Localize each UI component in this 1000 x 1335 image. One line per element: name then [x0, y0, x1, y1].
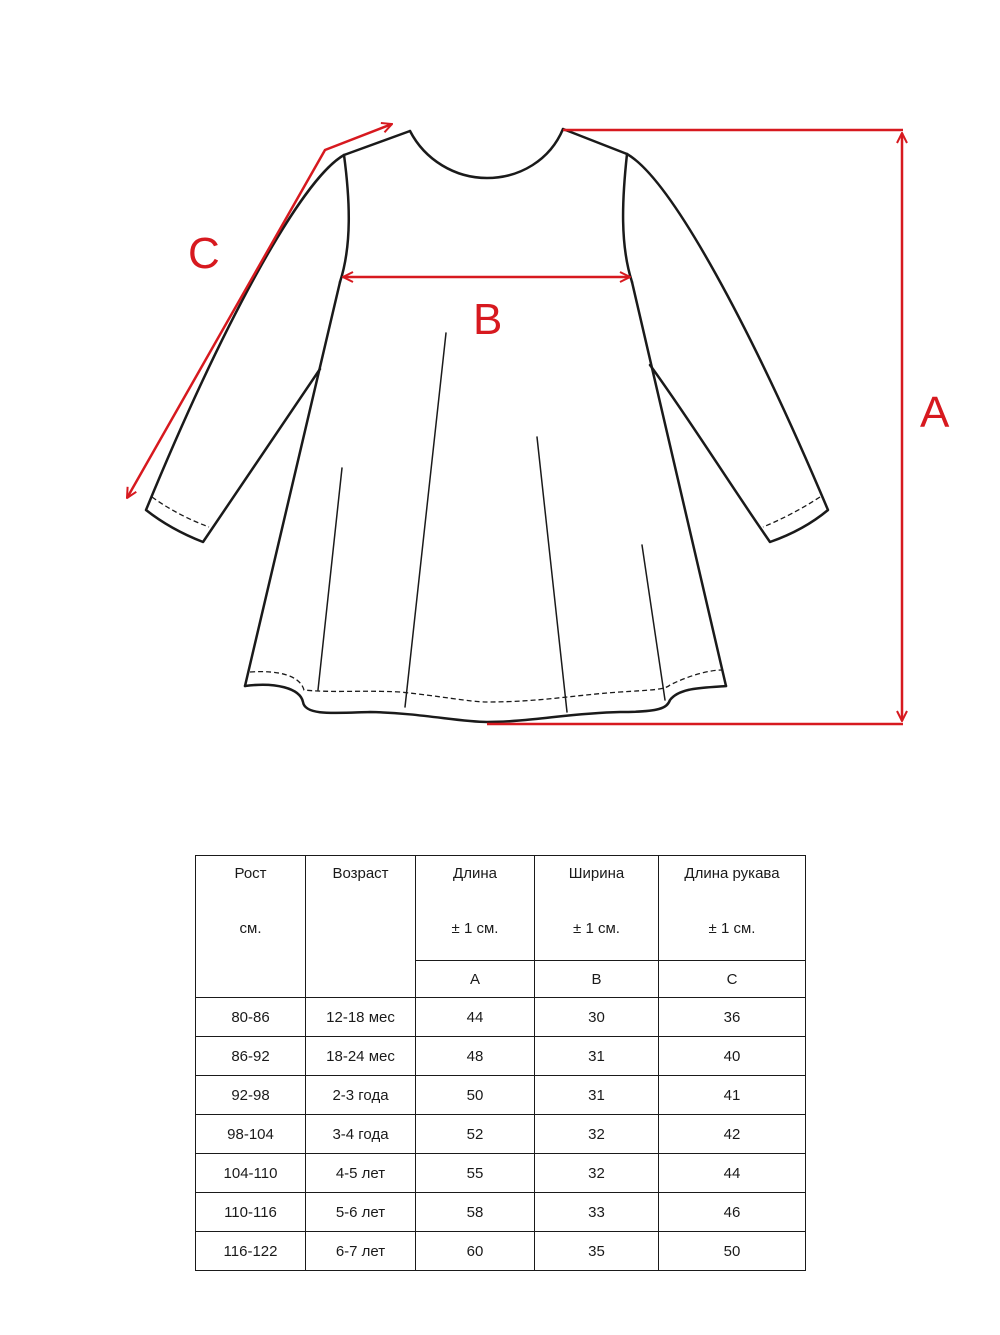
pleat-lines	[318, 333, 665, 712]
stitching	[152, 497, 820, 702]
cell-height: 104-110	[196, 1154, 306, 1193]
hem-stitch	[250, 670, 722, 702]
neckline	[410, 129, 563, 178]
header-height: Рост см.	[196, 856, 306, 998]
cell-length: 52	[416, 1115, 535, 1154]
label-b: B	[473, 295, 503, 344]
size-table	[195, 855, 806, 1271]
table-row	[196, 1193, 806, 1232]
cell-height: 110-116	[196, 1193, 306, 1232]
letter-b: B	[535, 961, 659, 998]
cell-age: 6-7 лет	[306, 1232, 416, 1271]
cell-age: 5-6 лет	[306, 1193, 416, 1232]
cell-width: 32	[535, 1154, 659, 1193]
left-shoulder	[344, 131, 410, 155]
letter-c: C	[659, 961, 806, 998]
sleeve-arrow-c	[127, 124, 392, 498]
measurement-lines	[127, 124, 903, 724]
cell-sleeve-length: 41	[659, 1076, 806, 1115]
cell-height: 86-92	[196, 1037, 306, 1076]
cell-sleeve-length: 40	[659, 1037, 806, 1076]
cell-age: 2-3 года	[306, 1076, 416, 1115]
cell-length: 58	[416, 1193, 535, 1232]
cell-height: 80-86	[196, 998, 306, 1037]
cell-width: 35	[535, 1232, 659, 1271]
cell-width: 31	[535, 1037, 659, 1076]
dress-outline	[146, 129, 828, 722]
cell-sleeve-length: 42	[659, 1115, 806, 1154]
cell-length: 50	[416, 1076, 535, 1115]
cell-age: 4-5 лет	[306, 1154, 416, 1193]
left-side-seam	[245, 282, 340, 686]
table-row	[196, 1076, 806, 1115]
cell-age: 3-4 года	[306, 1115, 416, 1154]
cell-sleeve-length: 44	[659, 1154, 806, 1193]
table-row	[196, 1232, 806, 1271]
cell-age: 18-24 мес	[306, 1037, 416, 1076]
table-header-row	[196, 856, 806, 961]
header-sleeve-length: Длина рукава ± 1 см.	[659, 856, 806, 961]
table-row	[196, 998, 806, 1037]
cell-length: 55	[416, 1154, 535, 1193]
cell-sleeve-length: 46	[659, 1193, 806, 1232]
cell-age: 12-18 мес	[306, 998, 416, 1037]
table-row	[196, 1115, 806, 1154]
cell-width: 32	[535, 1115, 659, 1154]
cell-height: 116-122	[196, 1232, 306, 1271]
cell-length: 44	[416, 998, 535, 1037]
cell-width: 33	[535, 1193, 659, 1232]
left-cuff-stitch	[152, 497, 209, 527]
left-armhole	[340, 155, 349, 282]
right-shoulder	[563, 129, 627, 154]
cell-width: 31	[535, 1076, 659, 1115]
header-length: Длина ± 1 см.	[416, 856, 535, 961]
label-c: C	[188, 229, 220, 278]
cell-height: 98-104	[196, 1115, 306, 1154]
label-a: A	[920, 388, 950, 437]
cell-sleeve-length: 36	[659, 998, 806, 1037]
cell-length: 48	[416, 1037, 535, 1076]
table-body	[196, 998, 806, 1271]
left-sleeve	[146, 155, 344, 542]
right-armhole	[623, 154, 632, 282]
header-width: Ширина ± 1 см.	[535, 856, 659, 961]
letter-a: A	[416, 961, 535, 998]
right-sleeve	[627, 154, 828, 542]
cell-height: 92-98	[196, 1076, 306, 1115]
right-side-seam	[632, 282, 726, 686]
cell-length: 60	[416, 1232, 535, 1271]
table-row	[196, 1037, 806, 1076]
table-row	[196, 1154, 806, 1193]
cell-width: 30	[535, 998, 659, 1037]
cell-sleeve-length: 50	[659, 1232, 806, 1271]
header-age: Возраст	[306, 856, 416, 998]
